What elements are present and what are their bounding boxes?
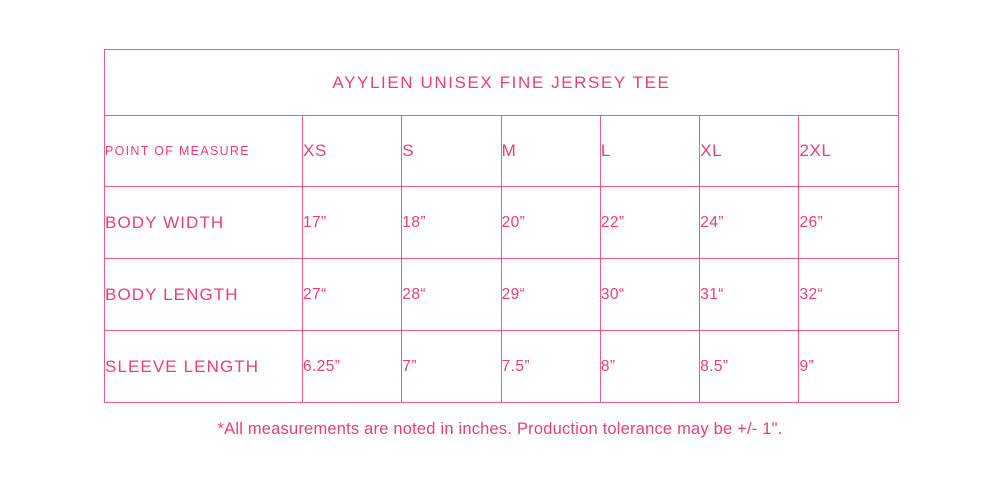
- column-header-xs: XS: [303, 116, 402, 187]
- column-header-xl: XL: [700, 116, 799, 187]
- cell-body-length-m: 29“: [501, 259, 600, 331]
- column-header-m: M: [501, 116, 600, 187]
- cell-body-length-s: 28“: [402, 259, 501, 331]
- cell-body-width-m: 20”: [501, 187, 600, 259]
- row-label-body-length: BODY LENGTH: [105, 259, 303, 331]
- table-title-row: [105, 50, 899, 116]
- cell-sleeve-length-xs: 6.25”: [303, 331, 402, 403]
- cell-sleeve-length-s: 7”: [402, 331, 501, 403]
- table-row: [105, 259, 899, 331]
- page-title: AYYLIEN UNISEX FINE JERSEY TEE: [105, 50, 899, 116]
- cell-body-width-l: 22”: [600, 187, 699, 259]
- measurement-footnote: *All measurements are noted in inches. Production tolerance may be +/- 1".: [217, 420, 783, 438]
- cell-sleeve-length-2xl: 9”: [799, 331, 898, 403]
- cell-sleeve-length-l: 8”: [600, 331, 699, 403]
- column-header-point-of-measure: POINT OF MEASURE: [105, 116, 303, 187]
- cell-body-width-xl: 24”: [700, 187, 799, 259]
- cell-body-width-xs: 17”: [303, 187, 402, 259]
- column-header-s: S: [402, 116, 501, 187]
- cell-body-length-l: 30“: [600, 259, 699, 331]
- cell-body-length-xl: 31“: [700, 259, 799, 331]
- table-row: [105, 331, 899, 403]
- cell-sleeve-length-xl: 8.5”: [700, 331, 799, 403]
- cell-body-length-xs: 27“: [303, 259, 402, 331]
- row-label-body-width: BODY WIDTH: [105, 187, 303, 259]
- cell-body-width-2xl: 26”: [799, 187, 898, 259]
- cell-sleeve-length-m: 7.5”: [501, 331, 600, 403]
- table-row: [105, 187, 899, 259]
- table-header-row: [105, 116, 899, 187]
- column-header-2xl: 2XL: [799, 116, 898, 187]
- cell-body-length-2xl: 32“: [799, 259, 898, 331]
- cell-body-width-s: 18”: [402, 187, 501, 259]
- column-header-l: L: [600, 116, 699, 187]
- row-label-sleeve-length: SLEEVE LENGTH: [105, 331, 303, 403]
- size-chart-table: [104, 49, 899, 403]
